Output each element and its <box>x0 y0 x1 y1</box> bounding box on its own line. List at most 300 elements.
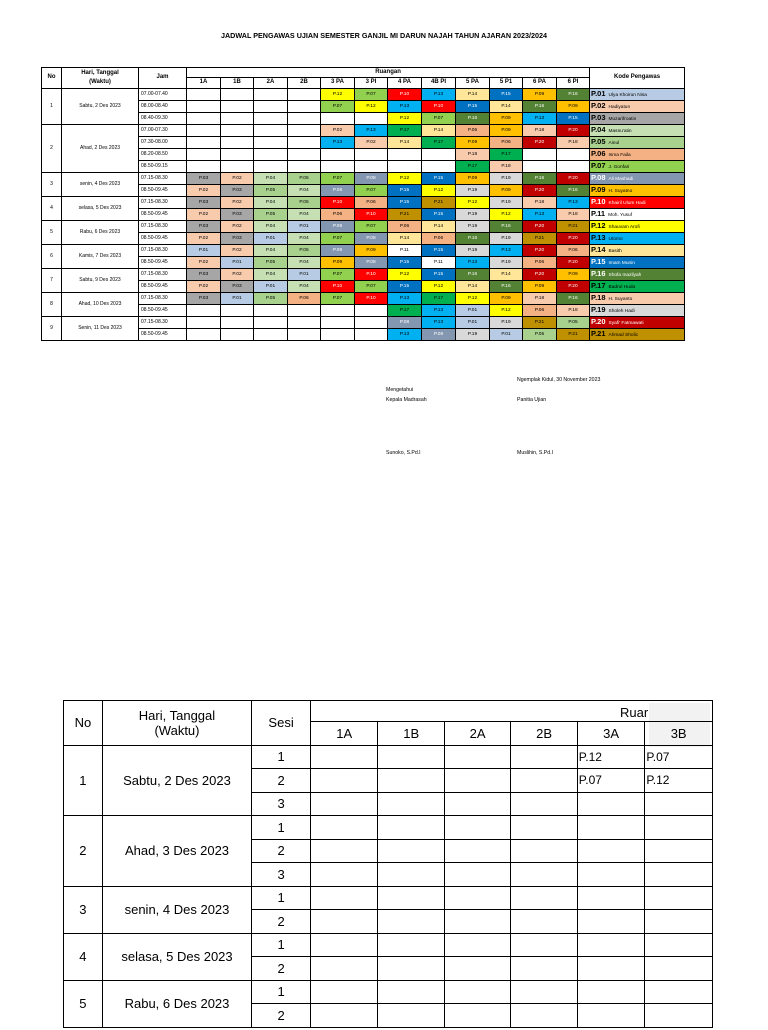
proctor-cell: P.01 <box>288 268 321 280</box>
proctor-cell: P.06 <box>456 124 490 136</box>
day-date: Senin, 11 Des 2023 <box>62 316 139 340</box>
proctor-cell: P.21 <box>557 328 590 340</box>
zoom-table-crop <box>63 700 687 1030</box>
proctor-cell: P.16 <box>490 220 523 232</box>
day-no: 2 <box>42 124 62 172</box>
proctor-cell <box>288 328 321 340</box>
zoom-day-no: 5 <box>64 980 103 1027</box>
header-room: 1A <box>187 78 221 88</box>
proctor-cell: P.05 <box>523 328 557 340</box>
proctor-name: Hadiyatun <box>608 104 631 110</box>
proctor-code: P.13 <box>591 232 606 242</box>
time-slot: 07.15-08.30 <box>139 244 187 256</box>
proctor-cell: P.04 <box>288 208 321 220</box>
day-date: Ahad, 2 Des 2023 <box>62 124 139 172</box>
proctor-cell: P.06 <box>321 208 355 220</box>
proctor-cell: P.04 <box>288 184 321 196</box>
proctor-cell: P.02 <box>355 136 388 148</box>
zoom-proctor-cell <box>577 980 645 1004</box>
proctor-cell <box>523 160 557 172</box>
proctor-name: Utomo <box>608 236 623 242</box>
proctor-cell <box>355 112 388 124</box>
zoom-proctor-cell <box>444 745 510 769</box>
proctor-cell: P.04 <box>254 172 288 184</box>
proctor-cell <box>523 148 557 160</box>
proctor-cell: P.20 <box>557 232 590 244</box>
proctor-cell: P.18 <box>557 208 590 220</box>
time-slot: 07.15-08.30 <box>139 268 187 280</box>
proctor-cell: P.09 <box>557 100 590 112</box>
proctor-cell <box>187 136 221 148</box>
proctor-cell <box>254 88 288 100</box>
document-title: JADWAL PENGAWAS UJIAN SEMESTER GANJIL MI DARUN NAJAH TAHUN AJARAN 2023/2024 <box>220 31 548 40</box>
header-room: 2A <box>254 78 288 88</box>
zoom-row <box>64 933 713 957</box>
header-room: 3 PA <box>321 78 355 88</box>
proctor-legend-entry <box>590 112 685 124</box>
time-slot: 07.30-08.00 <box>139 136 187 148</box>
time-slot: 08.50-09.45 <box>139 304 187 316</box>
proctor-cell: P.13 <box>321 136 355 148</box>
zoom-proctor-cell <box>378 863 444 887</box>
zoom-proctor-cell <box>378 769 444 793</box>
proctor-cell: P.09 <box>321 256 355 268</box>
zoom-proctor-cell <box>511 863 577 887</box>
proctor-cell: P.17 <box>422 292 456 304</box>
schedule-row <box>42 304 685 316</box>
zoom-sesi: 2 <box>252 1004 311 1028</box>
proctor-legend-entry <box>590 136 685 148</box>
proctor-cell: P.13 <box>422 88 456 100</box>
proctor-cell: P.01 <box>187 244 221 256</box>
proctor-cell: P.16 <box>557 88 590 100</box>
time-slot: 08.20-08.50 <box>139 148 187 160</box>
zoom-ruangan-label: Ruar <box>620 705 649 720</box>
zoom-proctor-cell <box>577 910 645 934</box>
proctor-cell: P.19 <box>490 316 523 328</box>
zoom-proctor-cell <box>378 839 444 863</box>
zoom-day-date: selasa, 5 Des 2023 <box>102 933 251 980</box>
proctor-cell: P.12 <box>490 304 523 316</box>
proctor-cell: P.15 <box>422 172 456 184</box>
day-date: Sabtu, 9 Des 2023 <box>62 268 139 292</box>
proctor-cell: P.16 <box>456 268 490 280</box>
time-slot: 08.00-08.40 <box>139 100 187 112</box>
zoom-proctor-cell <box>645 839 713 863</box>
sign-right-line: Panitia Ujian <box>517 397 547 403</box>
proctor-cell: P.21 <box>388 208 422 220</box>
zoom-proctor-cell <box>444 933 510 957</box>
proctor-cell: P.18 <box>557 136 590 148</box>
proctor-cell <box>288 316 321 328</box>
proctor-cell: P.04 <box>254 244 288 256</box>
proctor-cell: P.13 <box>490 244 523 256</box>
proctor-cell: P.07 <box>321 172 355 184</box>
zoom-proctor-cell <box>511 745 577 769</box>
proctor-cell <box>221 124 254 136</box>
day-no: 3 <box>42 172 62 196</box>
zoom-proctor-cell <box>444 816 510 840</box>
header-room: 3 PI <box>355 78 388 88</box>
proctor-cell <box>254 304 288 316</box>
proctor-cell <box>187 304 221 316</box>
day-date: Sabtu, 2 Des 2023 <box>62 88 139 124</box>
proctor-code: P.04 <box>591 124 606 134</box>
header-ruangan: Ruangan <box>187 68 590 78</box>
zoom-proctor-cell <box>577 863 645 887</box>
proctor-cell <box>557 148 590 160</box>
proctor-legend-entry <box>590 208 685 220</box>
zoom-proctor-cell <box>444 980 510 1004</box>
proctor-code: P.21 <box>591 328 606 338</box>
proctor-cell: P.01 <box>254 280 288 292</box>
time-slot: 08.50-09.45 <box>139 280 187 292</box>
proctor-name: Sholeh Hadi <box>608 308 635 314</box>
zoom-proctor-cell <box>444 839 510 863</box>
zoom-proctor-cell <box>378 886 444 910</box>
zoom-proctor-cell: P.07 <box>577 769 645 793</box>
proctor-cell: P.11 <box>422 256 456 268</box>
proctor-code: P.09 <box>591 184 606 194</box>
time-slot: 07.00-07.40 <box>139 88 187 100</box>
schedule-row <box>42 208 685 220</box>
proctor-cell <box>321 328 355 340</box>
proctor-cell <box>187 100 221 112</box>
proctor-legend-entry <box>590 220 685 232</box>
schedule-row <box>42 292 685 304</box>
schedule-row <box>42 88 685 100</box>
proctor-code: P.18 <box>591 292 606 302</box>
zoom-sesi: 1 <box>252 933 311 957</box>
proctor-legend-entry <box>590 280 685 292</box>
time-slot: 07.15-08.30 <box>139 316 187 328</box>
proctor-cell <box>254 148 288 160</box>
zoom-proctor-cell: P.07 <box>645 745 713 769</box>
proctor-cell <box>187 328 221 340</box>
sign-left-line2: Kepala Madrasah <box>386 397 427 403</box>
proctor-name: Imam Munin <box>608 260 635 266</box>
zoom-proctor-cell <box>645 816 713 840</box>
zoom-row <box>64 980 713 1004</box>
sign-right-name: Muslihin, S.Pd.I <box>517 450 554 456</box>
proctor-cell: P.14 <box>388 232 422 244</box>
zoom-proctor-cell <box>378 745 444 769</box>
zoom-row <box>64 886 713 910</box>
zoom-proctor-cell <box>310 769 378 793</box>
day-no: 1 <box>42 88 62 124</box>
proctor-cell: P.14 <box>422 124 456 136</box>
proctor-cell: P.03 <box>187 268 221 280</box>
proctor-cell: P.15 <box>422 268 456 280</box>
proctor-cell: P.19 <box>490 172 523 184</box>
proctor-cell <box>187 160 221 172</box>
time-slot: 07.15-08.30 <box>139 220 187 232</box>
zoom-proctor-cell <box>310 933 378 957</box>
zoom-proctor-cell <box>444 792 510 816</box>
proctor-name: Isma Faila <box>608 152 631 158</box>
proctor-cell: P.17 <box>388 124 422 136</box>
proctor-cell: P.02 <box>221 172 254 184</box>
proctor-cell: P.05 <box>288 172 321 184</box>
proctor-cell: P.14 <box>490 268 523 280</box>
proctor-cell: P.06 <box>288 292 321 304</box>
proctor-cell: P.02 <box>221 268 254 280</box>
zoom-proctor-cell <box>444 1004 510 1028</box>
zoom-proctor-cell <box>511 792 577 816</box>
proctor-cell: P.13 <box>456 256 490 268</box>
header-room: 2B <box>288 78 321 88</box>
proctor-code: P.05 <box>591 136 606 146</box>
proctor-cell: P.05 <box>254 292 288 304</box>
proctor-cell <box>288 100 321 112</box>
schedule-row <box>42 112 685 124</box>
zoom-proctor-cell <box>577 816 645 840</box>
zoom-day-no: 4 <box>64 933 103 980</box>
proctor-cell: P.10 <box>355 208 388 220</box>
proctor-cell: P.13 <box>388 328 422 340</box>
proctor-name: Muzarifroatin <box>608 116 637 122</box>
proctor-cell <box>321 112 355 124</box>
proctor-cell: P.14 <box>456 88 490 100</box>
zoom-proctor-cell: P.12 <box>645 769 713 793</box>
zoom-sesi: 2 <box>252 769 311 793</box>
proctor-cell: P.02 <box>321 124 355 136</box>
proctor-cell: P.18 <box>557 304 590 316</box>
proctor-cell <box>187 316 221 328</box>
zoom-proctor-cell <box>577 886 645 910</box>
proctor-legend-entry <box>590 184 685 196</box>
proctor-cell <box>221 88 254 100</box>
zoom-sesi: 1 <box>252 980 311 1004</box>
proctor-cell <box>355 148 388 160</box>
proctor-cell: P.10 <box>422 100 456 112</box>
proctor-cell: P.20 <box>557 124 590 136</box>
proctor-name: Ulya Khoirun Nisa <box>608 92 647 98</box>
proctor-cell: P.06 <box>355 196 388 208</box>
proctor-code: P.17 <box>591 280 606 290</box>
proctor-cell: P.16 <box>557 292 590 304</box>
proctor-cell: P.03 <box>187 172 221 184</box>
zoom-proctor-cell <box>577 957 645 981</box>
proctor-cell <box>187 148 221 160</box>
header-room: 4B PI <box>422 78 456 88</box>
zoom-day-no: 2 <box>64 816 103 887</box>
time-slot: 08.50-09.45 <box>139 208 187 220</box>
day-no: 4 <box>42 196 62 220</box>
proctor-legend-entry <box>590 304 685 316</box>
proctor-cell: P.21 <box>557 220 590 232</box>
proctor-cell <box>422 148 456 160</box>
proctor-cell: P.08 <box>355 172 388 184</box>
proctor-cell: P.06 <box>523 304 557 316</box>
zoom-proctor-cell <box>511 910 577 934</box>
proctor-cell <box>288 112 321 124</box>
proctor-code: P.16 <box>591 268 606 278</box>
proctor-cell: P.08 <box>422 328 456 340</box>
header-room: 5 P1 <box>490 78 523 88</box>
proctor-cell: P.20 <box>523 268 557 280</box>
schedule-row <box>42 244 685 256</box>
proctor-cell: P.07 <box>355 184 388 196</box>
proctor-cell: P.20 <box>557 172 590 184</box>
proctor-cell: P.01 <box>221 292 254 304</box>
proctor-cell: P.16 <box>523 172 557 184</box>
header-hari: Hari, Tanggal (Waktu) <box>62 68 139 89</box>
proctor-cell: P.19 <box>456 208 490 220</box>
proctor-cell: P.18 <box>523 124 557 136</box>
proctor-cell <box>221 100 254 112</box>
proctor-legend-entry <box>590 160 685 172</box>
proctor-cell: P.05 <box>254 184 288 196</box>
proctor-cell: P.19 <box>490 256 523 268</box>
proctor-cell: P.13 <box>422 304 456 316</box>
proctor-cell: P.13 <box>355 124 388 136</box>
time-slot: 08.50-09.45 <box>139 184 187 196</box>
proctor-cell: P.15 <box>388 196 422 208</box>
time-slot: 07.15-08.30 <box>139 172 187 184</box>
proctor-cell: P.13 <box>523 112 557 124</box>
proctor-cell: P.02 <box>187 256 221 268</box>
proctor-cell: P.15 <box>490 88 523 100</box>
proctor-cell: P.04 <box>254 196 288 208</box>
day-no: 9 <box>42 316 62 340</box>
schedule-row <box>42 328 685 340</box>
zoom-proctor-cell <box>378 910 444 934</box>
header-room: 6 PA <box>523 78 557 88</box>
proctor-cell <box>288 148 321 160</box>
proctor-cell <box>422 160 456 172</box>
proctor-code: P.08 <box>591 172 606 182</box>
proctor-cell: P.06 <box>422 232 456 244</box>
proctor-cell: P.03 <box>221 208 254 220</box>
proctor-cell: P.08 <box>321 184 355 196</box>
zoom-proctor-cell <box>511 839 577 863</box>
proctor-code: P.19 <box>591 304 606 314</box>
proctor-cell: P.12 <box>388 112 422 124</box>
zoom-header-room: 1A <box>310 722 378 746</box>
proctor-legend-entry <box>590 316 685 328</box>
zoom-sesi: 2 <box>252 957 311 981</box>
proctor-cell: P.15 <box>456 100 490 112</box>
zoom-header-room: 2A <box>444 722 510 746</box>
proctor-cell: P.07 <box>422 112 456 124</box>
proctor-cell: P.15 <box>388 184 422 196</box>
schedule-row <box>42 232 685 244</box>
proctor-cell: P.18 <box>456 148 490 160</box>
zoom-proctor-cell <box>310 886 378 910</box>
proctor-cell: P.20 <box>523 244 557 256</box>
proctor-cell <box>355 160 388 172</box>
zoom-proctor-cell <box>645 957 713 981</box>
proctor-name: Shauvam Arofi <box>608 224 640 230</box>
proctor-cell <box>254 136 288 148</box>
proctor-legend-entry <box>590 292 685 304</box>
proctor-cell: P.05 <box>557 316 590 328</box>
proctor-legend-entry <box>590 100 685 112</box>
proctor-cell <box>288 124 321 136</box>
day-date: Ahad, 10 Des 2023 <box>62 292 139 316</box>
proctor-name: H. Suyatno <box>608 188 633 194</box>
proctor-cell: P.07 <box>355 220 388 232</box>
proctor-cell: P.01 <box>456 316 490 328</box>
proctor-cell <box>221 328 254 340</box>
schedule-row <box>42 148 685 160</box>
proctor-cell: P.12 <box>456 292 490 304</box>
proctor-cell: P.12 <box>422 280 456 292</box>
proctor-name: Ali Mashadi <box>608 176 634 182</box>
zoom-header-room: 3B <box>645 722 713 746</box>
zoom-proctor-cell <box>310 910 378 934</box>
proctor-cell: P.06 <box>388 220 422 232</box>
proctor-name: Khairil Ulum Hadi <box>608 200 646 206</box>
proctor-cell: P.08 <box>388 316 422 328</box>
proctor-cell: P.01 <box>490 328 523 340</box>
proctor-cell: P.12 <box>490 208 523 220</box>
zoom-proctor-cell <box>378 792 444 816</box>
zoom-proctor-cell <box>645 886 713 910</box>
proctor-cell: P.17 <box>456 160 490 172</box>
proctor-cell: P.01 <box>221 256 254 268</box>
proctor-cell <box>321 148 355 160</box>
proctor-cell: P.13 <box>388 100 422 112</box>
proctor-cell: P.15 <box>557 112 590 124</box>
proctor-cell: P.12 <box>388 268 422 280</box>
day-date: selasa, 5 Des 2023 <box>62 196 139 220</box>
proctor-cell: P.19 <box>490 232 523 244</box>
proctor-cell: P.17 <box>422 136 456 148</box>
header-room: 4 PA <box>388 78 422 88</box>
day-no: 5 <box>42 220 62 244</box>
proctor-code: P.07 <box>591 160 606 170</box>
proctor-cell: P.20 <box>523 184 557 196</box>
proctor-cell: P.04 <box>254 268 288 280</box>
proctor-cell: P.10 <box>388 88 422 100</box>
proctor-cell <box>221 304 254 316</box>
proctor-cell <box>288 88 321 100</box>
proctor-cell: P.21 <box>523 232 557 244</box>
proctor-cell: P.21 <box>523 316 557 328</box>
proctor-cell: P.14 <box>456 280 490 292</box>
zoom-proctor-cell <box>378 957 444 981</box>
zoom-header-ruangan <box>310 701 712 722</box>
zoom-header-sesi: Sesi <box>252 701 311 746</box>
day-no: 8 <box>42 292 62 316</box>
proctor-cell <box>187 124 221 136</box>
zoom-proctor-cell <box>645 863 713 887</box>
proctor-legend-entry <box>590 172 685 184</box>
proctor-cell: P.12 <box>388 172 422 184</box>
proctor-cell: P.12 <box>355 100 388 112</box>
proctor-legend-entry <box>590 124 685 136</box>
proctor-cell: P.03 <box>187 196 221 208</box>
zoom-proctor-cell <box>444 910 510 934</box>
proctor-cell: P.07 <box>355 88 388 100</box>
zoom-proctor-cell <box>645 1004 713 1028</box>
proctor-name: Shofa Inazilyah <box>608 272 642 278</box>
proctor-legend-entry <box>590 196 685 208</box>
proctor-cell <box>321 316 355 328</box>
proctor-cell: P.10 <box>355 268 388 280</box>
time-slot: 07.15-08.30 <box>139 292 187 304</box>
proctor-cell: P.16 <box>490 280 523 292</box>
zoom-proctor-cell <box>378 933 444 957</box>
proctor-cell: P.11 <box>388 244 422 256</box>
sign-left-line1: Mengetahui <box>386 387 414 393</box>
zoom-proctor-cell <box>511 769 577 793</box>
proctor-cell <box>321 304 355 316</box>
proctor-cell: P.03 <box>187 220 221 232</box>
proctor-cell: P.03 <box>221 184 254 196</box>
